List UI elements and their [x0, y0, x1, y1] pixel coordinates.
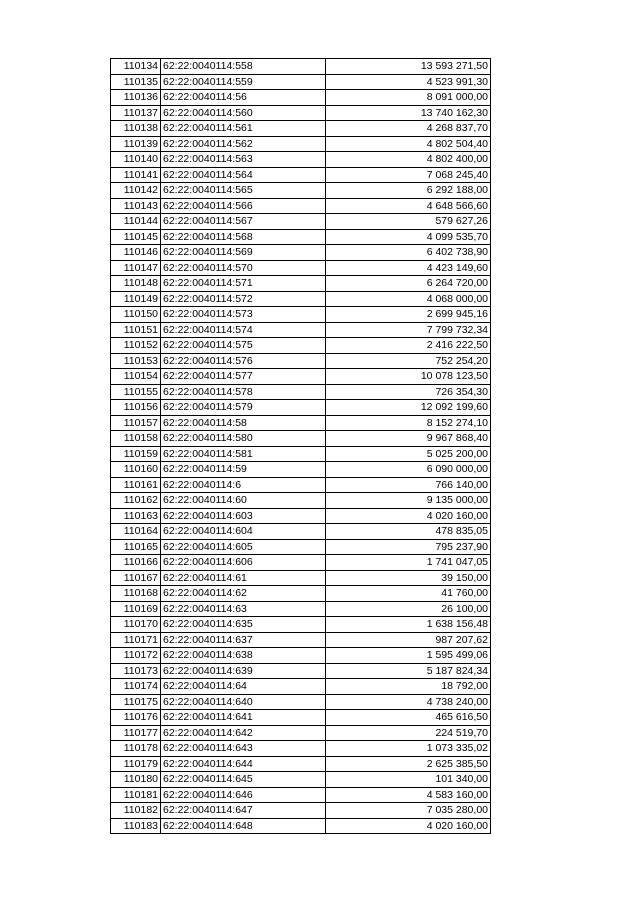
cadastral-number-cell: 62:22:0040114:570	[161, 260, 326, 276]
cadastral-number-cell: 62:22:0040114:59	[161, 462, 326, 478]
row-id-cell: 110156	[111, 400, 161, 416]
table-row	[111, 307, 491, 323]
cadastral-number-cell: 62:22:0040114:637	[161, 632, 326, 648]
cadastral-value-cell: 7 068 245,40	[326, 167, 491, 183]
cadastral-number-cell: 62:22:0040114:639	[161, 663, 326, 679]
table-row	[111, 167, 491, 183]
cadastral-number-cell: 62:22:0040114:574	[161, 322, 326, 338]
row-id-cell: 110180	[111, 772, 161, 788]
cadastral-value-cell: 13 593 271,50	[326, 59, 491, 75]
cadastral-number-cell: 62:22:0040114:60	[161, 493, 326, 509]
cadastral-value-cell: 1 073 335,02	[326, 741, 491, 757]
table-row	[111, 353, 491, 369]
row-id-cell: 110135	[111, 74, 161, 90]
table-row	[111, 570, 491, 586]
cadastral-value-cell: 101 340,00	[326, 772, 491, 788]
cadastral-number-cell: 62:22:0040114:638	[161, 648, 326, 664]
cadastral-value-cell: 4 802 400,00	[326, 152, 491, 168]
cadastral-value-cell: 465 616,50	[326, 710, 491, 726]
table-row	[111, 59, 491, 75]
cadastral-value-cell: 8 152 274,10	[326, 415, 491, 431]
table-row	[111, 539, 491, 555]
table-row	[111, 493, 491, 509]
table-row	[111, 229, 491, 245]
table-row	[111, 415, 491, 431]
row-id-cell: 110151	[111, 322, 161, 338]
row-id-cell: 110171	[111, 632, 161, 648]
table-row	[111, 524, 491, 540]
table-row	[111, 431, 491, 447]
cadastral-number-cell: 62:22:0040114:648	[161, 818, 326, 834]
row-id-cell: 110145	[111, 229, 161, 245]
row-id-cell: 110158	[111, 431, 161, 447]
cadastral-value-cell: 4 583 160,00	[326, 787, 491, 803]
table-row	[111, 710, 491, 726]
row-id-cell: 110152	[111, 338, 161, 354]
table-row	[111, 446, 491, 462]
table-row	[111, 601, 491, 617]
cadastral-value-cell: 7 035 280,00	[326, 803, 491, 819]
row-id-cell: 110168	[111, 586, 161, 602]
cadastral-number-cell: 62:22:0040114:575	[161, 338, 326, 354]
row-id-cell: 110174	[111, 679, 161, 695]
cadastral-number-cell: 62:22:0040114:562	[161, 136, 326, 152]
row-id-cell: 110155	[111, 384, 161, 400]
table-row	[111, 679, 491, 695]
cadastral-value-cell: 18 792,00	[326, 679, 491, 695]
cadastral-number-cell: 62:22:0040114:61	[161, 570, 326, 586]
table-row	[111, 725, 491, 741]
cadastral-value-cell: 1 638 156,48	[326, 617, 491, 633]
cadastral-number-cell: 62:22:0040114:580	[161, 431, 326, 447]
table-body	[111, 59, 491, 834]
row-id-cell: 110176	[111, 710, 161, 726]
cadastral-value-cell: 478 835,05	[326, 524, 491, 540]
table-row	[111, 136, 491, 152]
cadastral-value-cell: 4 020 160,00	[326, 818, 491, 834]
table-row	[111, 477, 491, 493]
table-row	[111, 183, 491, 199]
row-id-cell: 110141	[111, 167, 161, 183]
row-id-cell: 110161	[111, 477, 161, 493]
cadastral-number-cell: 62:22:0040114:606	[161, 555, 326, 571]
table-row	[111, 818, 491, 834]
cadastral-value-cell: 4 020 160,00	[326, 508, 491, 524]
row-id-cell: 110175	[111, 694, 161, 710]
table-row	[111, 663, 491, 679]
table-row	[111, 198, 491, 214]
cadastral-number-cell: 62:22:0040114:572	[161, 291, 326, 307]
row-id-cell: 110165	[111, 539, 161, 555]
row-id-cell: 110179	[111, 756, 161, 772]
cadastral-number-cell: 62:22:0040114:604	[161, 524, 326, 540]
cadastral-number-cell: 62:22:0040114:645	[161, 772, 326, 788]
cadastral-number-cell: 62:22:0040114:563	[161, 152, 326, 168]
cadastral-value-cell: 9 135 000,00	[326, 493, 491, 509]
cadastral-value-cell: 2 625 385,50	[326, 756, 491, 772]
row-id-cell: 110173	[111, 663, 161, 679]
cadastral-value-cell: 12 092 199,60	[326, 400, 491, 416]
cadastral-number-cell: 62:22:0040114:566	[161, 198, 326, 214]
table-row	[111, 400, 491, 416]
cadastral-value-cell: 6 402 738,90	[326, 245, 491, 261]
cadastral-number-cell: 62:22:0040114:64	[161, 679, 326, 695]
table-row	[111, 772, 491, 788]
cadastral-value-cell: 1 595 499,06	[326, 648, 491, 664]
cadastral-value-cell: 9 967 868,40	[326, 431, 491, 447]
row-id-cell: 110143	[111, 198, 161, 214]
row-id-cell: 110162	[111, 493, 161, 509]
cadastral-number-cell: 62:22:0040114:643	[161, 741, 326, 757]
table-row	[111, 74, 491, 90]
cadastral-number-cell: 62:22:0040114:56	[161, 90, 326, 106]
table-row	[111, 741, 491, 757]
cadastral-number-cell: 62:22:0040114:644	[161, 756, 326, 772]
cadastral-value-cell: 2 699 945,16	[326, 307, 491, 323]
row-id-cell: 110178	[111, 741, 161, 757]
cadastral-value-cell: 4 099 535,70	[326, 229, 491, 245]
cadastral-value-cell: 26 100,00	[326, 601, 491, 617]
cadastral-value-cell: 41 760,00	[326, 586, 491, 602]
table-row	[111, 260, 491, 276]
row-id-cell: 110182	[111, 803, 161, 819]
cadastral-value-cell: 4 268 837,70	[326, 121, 491, 137]
cadastral-number-cell: 62:22:0040114:571	[161, 276, 326, 292]
cadastral-number-cell: 62:22:0040114:635	[161, 617, 326, 633]
cadastral-number-cell: 62:22:0040114:646	[161, 787, 326, 803]
cadastral-value-cell: 39 150,00	[326, 570, 491, 586]
cadastral-value-cell: 752 254,20	[326, 353, 491, 369]
row-id-cell: 110159	[111, 446, 161, 462]
row-id-cell: 110149	[111, 291, 161, 307]
cadastral-number-cell: 62:22:0040114:573	[161, 307, 326, 323]
row-id-cell: 110172	[111, 648, 161, 664]
cadastral-number-cell: 62:22:0040114:605	[161, 539, 326, 555]
row-id-cell: 110140	[111, 152, 161, 168]
table-row	[111, 245, 491, 261]
table-row	[111, 756, 491, 772]
row-id-cell: 110163	[111, 508, 161, 524]
row-id-cell: 110136	[111, 90, 161, 106]
cadastral-value-cell: 579 627,26	[326, 214, 491, 230]
table-row	[111, 152, 491, 168]
table-row	[111, 617, 491, 633]
cadastral-number-cell: 62:22:0040114:642	[161, 725, 326, 741]
table-row	[111, 586, 491, 602]
cadastral-value-cell: 6 292 188,00	[326, 183, 491, 199]
row-id-cell: 110148	[111, 276, 161, 292]
table-row	[111, 291, 491, 307]
table-row	[111, 105, 491, 121]
cadastral-number-cell: 62:22:0040114:577	[161, 369, 326, 385]
table-row	[111, 338, 491, 354]
row-id-cell: 110134	[111, 59, 161, 75]
row-id-cell: 110160	[111, 462, 161, 478]
cadastral-number-cell: 62:22:0040114:567	[161, 214, 326, 230]
cadastral-number-cell: 62:22:0040114:647	[161, 803, 326, 819]
cadastral-value-cell: 4 068 000,00	[326, 291, 491, 307]
row-id-cell: 110166	[111, 555, 161, 571]
cadastral-value-cell: 2 416 222,50	[326, 338, 491, 354]
cadastral-value-cell: 4 738 240,00	[326, 694, 491, 710]
table-row	[111, 803, 491, 819]
row-id-cell: 110144	[111, 214, 161, 230]
cadastral-number-cell: 62:22:0040114:576	[161, 353, 326, 369]
table-row	[111, 787, 491, 803]
row-id-cell: 110157	[111, 415, 161, 431]
row-id-cell: 110181	[111, 787, 161, 803]
cadastral-number-cell: 62:22:0040114:581	[161, 446, 326, 462]
table-row	[111, 694, 491, 710]
cadastral-number-cell: 62:22:0040114:58	[161, 415, 326, 431]
cadastral-number-cell: 62:22:0040114:640	[161, 694, 326, 710]
cadastral-value-table	[110, 58, 491, 834]
cadastral-number-cell: 62:22:0040114:561	[161, 121, 326, 137]
cadastral-value-cell: 10 078 123,50	[326, 369, 491, 385]
cadastral-value-cell: 1 741 047,05	[326, 555, 491, 571]
row-id-cell: 110177	[111, 725, 161, 741]
table-row	[111, 121, 491, 137]
cadastral-number-cell: 62:22:0040114:560	[161, 105, 326, 121]
cadastral-value-cell: 4 802 504,40	[326, 136, 491, 152]
row-id-cell: 110139	[111, 136, 161, 152]
cadastral-number-cell: 62:22:0040114:565	[161, 183, 326, 199]
cadastral-value-cell: 4 648 566,60	[326, 198, 491, 214]
row-id-cell: 110169	[111, 601, 161, 617]
cadastral-number-cell: 62:22:0040114:569	[161, 245, 326, 261]
table-row	[111, 214, 491, 230]
table-row	[111, 276, 491, 292]
row-id-cell: 110137	[111, 105, 161, 121]
cadastral-number-cell: 62:22:0040114:641	[161, 710, 326, 726]
table-row	[111, 648, 491, 664]
cadastral-number-cell: 62:22:0040114:603	[161, 508, 326, 524]
cadastral-value-cell: 7 799 732,34	[326, 322, 491, 338]
row-id-cell: 110154	[111, 369, 161, 385]
cadastral-value-cell: 5 025 200,00	[326, 446, 491, 462]
row-id-cell: 110150	[111, 307, 161, 323]
cadastral-value-cell: 8 091 000,00	[326, 90, 491, 106]
cadastral-number-cell: 62:22:0040114:63	[161, 601, 326, 617]
cadastral-number-cell: 62:22:0040114:6	[161, 477, 326, 493]
cadastral-value-cell: 766 140,00	[326, 477, 491, 493]
cadastral-number-cell: 62:22:0040114:62	[161, 586, 326, 602]
table-row	[111, 369, 491, 385]
row-id-cell: 110183	[111, 818, 161, 834]
row-id-cell: 110164	[111, 524, 161, 540]
cadastral-value-cell: 726 354,30	[326, 384, 491, 400]
row-id-cell: 110138	[111, 121, 161, 137]
row-id-cell: 110167	[111, 570, 161, 586]
cadastral-value-cell: 4 523 991,30	[326, 74, 491, 90]
cadastral-number-cell: 62:22:0040114:559	[161, 74, 326, 90]
table-row	[111, 508, 491, 524]
cadastral-number-cell: 62:22:0040114:568	[161, 229, 326, 245]
table-row	[111, 384, 491, 400]
cadastral-number-cell: 62:22:0040114:558	[161, 59, 326, 75]
cadastral-number-cell: 62:22:0040114:564	[161, 167, 326, 183]
cadastral-value-cell: 4 423 149,60	[326, 260, 491, 276]
cadastral-number-cell: 62:22:0040114:578	[161, 384, 326, 400]
table-row	[111, 555, 491, 571]
cadastral-value-cell: 6 090 000,00	[326, 462, 491, 478]
cadastral-number-cell: 62:22:0040114:579	[161, 400, 326, 416]
cadastral-value-cell: 6 264 720,00	[326, 276, 491, 292]
row-id-cell: 110142	[111, 183, 161, 199]
row-id-cell: 110147	[111, 260, 161, 276]
table-row	[111, 90, 491, 106]
table-row	[111, 322, 491, 338]
cadastral-value-cell: 224 519,70	[326, 725, 491, 741]
row-id-cell: 110146	[111, 245, 161, 261]
row-id-cell: 110170	[111, 617, 161, 633]
table-row	[111, 632, 491, 648]
table-row	[111, 462, 491, 478]
cadastral-value-cell: 5 187 824,34	[326, 663, 491, 679]
cadastral-value-cell: 13 740 162,30	[326, 105, 491, 121]
row-id-cell: 110153	[111, 353, 161, 369]
cadastral-value-cell: 795 237,90	[326, 539, 491, 555]
cadastral-value-cell: 987 207,62	[326, 632, 491, 648]
